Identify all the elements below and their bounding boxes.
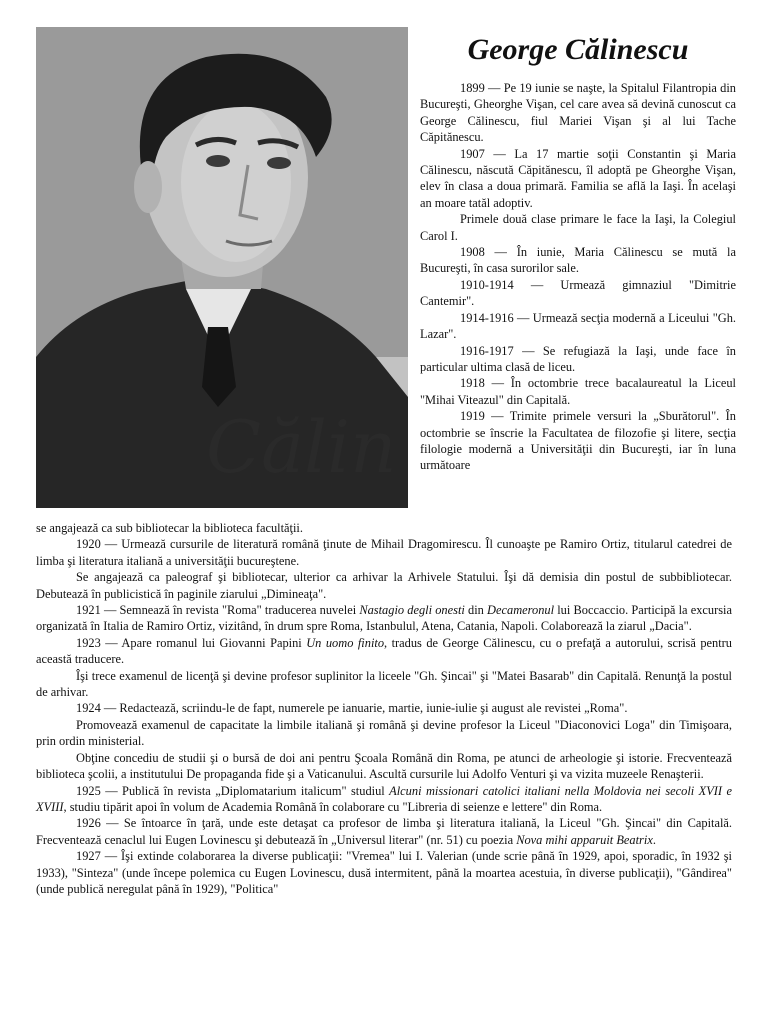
page-title: George Călinescu	[467, 33, 689, 66]
paragraph-1925: 1925 — Publică în revista „Diplomatarium italicum" studiul Alcuni missionari catolici italiani nella Moldovia nei secoli XVII e XVIII, studiu tipărit apoi în volum de Academia Română în colaborare cu "Libreria di seienze e lettere" din Roma.	[36, 783, 732, 814]
paragraph-1899: 1899 — Pe 19 iunie se naşte, la Spitalul Filantropia din Bucureşti, Gheorghe Vişan, cel care avea să devină cunoscut ca George Călinescu, fiul Mariei Vişan şi al lui Tache Căpitănescu.	[420, 81, 736, 145]
paragraph-1916: 1916-1917 — Se refugiază la Iaşi, unde face în particular ultima clasă de liceu.	[420, 343, 736, 374]
paragraph-1919: 1919 — Trimite primele versuri la „Sburătorul". În octombrie se înscrie la Facultatea de filozofie şi litere, secţia filologie modernă a Universităţii din Bucureşti, iar în luna următoare	[420, 409, 736, 473]
paragraph-capacitate: Promovează examenul de capacitate la limbile italiană şi română şi devine profesor la Liceul "Diaconovici Loga" din Timişoara, prin ordin ministerial.	[36, 717, 732, 749]
paragraph-1924: 1924 — Redactează, scriindu-le de fapt, numerele pe ianuarie, martie, iunie-iulie şi august ale revistei „Roma".	[76, 701, 628, 716]
paragraph-1914: 1914-1916 — Urmează secţia modernă a Liceului "Gh. Lazar".	[420, 310, 736, 342]
paragraph-1919-continued: se angajează ca sub bibliotecar la biblioteca facultăţii.	[36, 521, 303, 535]
paragraph-1907: 1907 — La 17 martie soţii Constantin şi Maria Călinescu, născută Căpitănescu, îl adoptă pe Gheorghe Vişan, elev în clasa a doua primară. Familia se află la Iaşi. În acelaşi an moare tatăl adoptiv.	[420, 146, 736, 210]
title-decameronul: Decameronul	[487, 603, 555, 618]
title-un-uomo-finito: Un uomo finito	[306, 635, 385, 650]
paragraph-primary-school: Primele două clase primare le face la Iaşi, la Colegiul Carol I.	[420, 212, 736, 243]
paragraph-1910: 1910-1914 — Urmează gimnaziul "Dimitrie Cantemir".	[420, 277, 736, 309]
right-column-text	[420, 80, 736, 474]
paragraph-1908: 1908 — În iunie, Maria Călinescu se mută la Bucureşti, în casa surorilor sale.	[420, 245, 736, 276]
title-alcuni-missionari: Alcuni missionari catolici italiani nella Moldovia nei secoli XVII e XVIII	[36, 783, 732, 814]
paragraph-1918: 1918 — În octombrie trece bacalaureatul la Liceul "Mihai Viteazul" din Capitală.	[420, 376, 736, 407]
title-nastagio: Nastagio degli onesti	[359, 603, 465, 618]
paragraph-licenta: Îşi trece examenul de licenţă şi devine profesor suplinitor la liceele "Gh. Şincai" şi "Matei Basarab" din Capitală. Renunţă la postul de arhivar.	[36, 668, 732, 700]
paragraph-1921: 1921 — Semnează în revista "Roma" traducerea nuvelei Nastagio degli onesti din Decameronul lui Boccaccio. Participă la excursia organizată în Italia de Ramiro Ortiz, vizitând, în drum spre Roma, Istanbulul, Atena, Catania, Napoli. Colaborează la ziarul „Dacia".	[36, 603, 732, 634]
full-width-text	[36, 520, 732, 897]
portrait-photo	[36, 27, 408, 508]
paragraph-1920: 1920 — Urmează cursurile de literatură română ţinute de Mihail Dragomirescu. Îl cunoaşte pe Ramiro Ortiz, titularul catedrei de limba şi literatura italiană a universităţii bucureştene.	[36, 537, 732, 568]
portrait-illustration	[36, 27, 408, 508]
paragraph-concediu: Obţine concediu de studii şi o bursă de doi ani pentru Şcoala Română din Roma, pe atunci de arheologie şi istorie. Frecventează biblioteca şcolii, a institutului De propaganda fide şi a Vaticanului. Ascultă cursurile lui Adolfo Venturi şi va vizita muzeele Renaşterii.	[36, 750, 732, 782]
paragraph-paleograf: Se angajează ca paleograf şi bibliotecar, ulterior ca arhivar la Arhivele Statului. Îşi dă demisia din postul de subbibliotecar. Debutează în publicistică în paginile ziarului „Dimineaţa".	[36, 570, 732, 601]
paragraph-1923: 1923 — Apare romanul lui Giovanni Papini Un uomo finito, tradus de George Călinescu, cu o prefaţă a autorului, scrisă pentru această traducere.	[36, 635, 732, 667]
paragraph-1927: 1927 — Îşi extinde colaborarea la diverse publicaţii: "Vremea" lui I. Valerian (unde scrie până în 1929, apoi, sporadic, în 1932 şi 1933), "Sinteza" (unde începe polemica cu Eugen Lovinescu, dusă intermitent, până la moartea acestuia, în diverse publicaţii), "Gândirea" (unde publică neregulat până în 1929), "Politica"	[36, 849, 732, 896]
paragraph-1926: 1926 — Se întoarce în ţară, unde este detaşat ca profesor de limba şi literatura italiană, la Liceul "Gh. Şincai" din Capitală. Frecventează cenaclul lui Eugen Lovinescu şi debutează în „Universul literar" (nr. 51) cu poezia Nova mihi apparuit Beatrix.	[36, 816, 732, 847]
title-nova-mihi: Nova mihi apparuit Beatrix	[516, 832, 653, 847]
photo-signature: Călin	[206, 405, 397, 489]
